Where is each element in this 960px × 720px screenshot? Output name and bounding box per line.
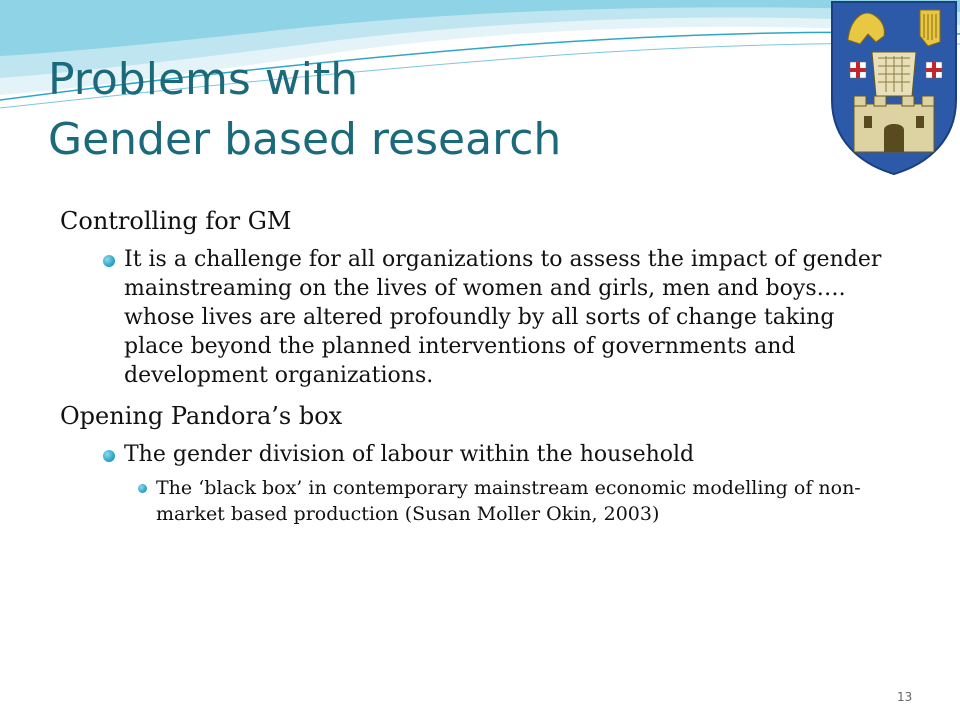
slide-title <box>48 50 561 170</box>
slide-body <box>60 205 920 527</box>
bullet-text-challenge: It is a challenge for all organizations to assess the impact of gender mainstreaming on the lives of women and girls, men and boys…. whose lives are altered profoundly by all sorts of change taking place beyond the planned interventions of governments and development organizations. <box>124 247 882 388</box>
university-crest-icon <box>828 0 960 176</box>
page-number: 13 <box>897 690 913 704</box>
bullet-item-division <box>60 440 900 469</box>
sub-bullet-text-black-box: The ‘black box’ in contemporary mainstream economic modelling of non-market based production (Susan Moller Okin, 2003) <box>156 477 861 525</box>
title-line-1: Problems with <box>48 54 359 105</box>
section-heading-pandora: Opening Pandora’s box <box>60 402 343 430</box>
bullet-item-challenge <box>60 245 900 390</box>
title-line-2: Gender based research <box>48 114 562 165</box>
round-bullet-icon <box>138 484 147 493</box>
round-bullet-icon <box>103 255 115 267</box>
sub-bullet-item-black-box <box>60 475 896 527</box>
section-heading-controlling: Controlling for GM <box>60 207 292 235</box>
round-bullet-icon <box>103 450 115 462</box>
bullet-text-division: The gender division of labour within the household <box>124 442 695 467</box>
